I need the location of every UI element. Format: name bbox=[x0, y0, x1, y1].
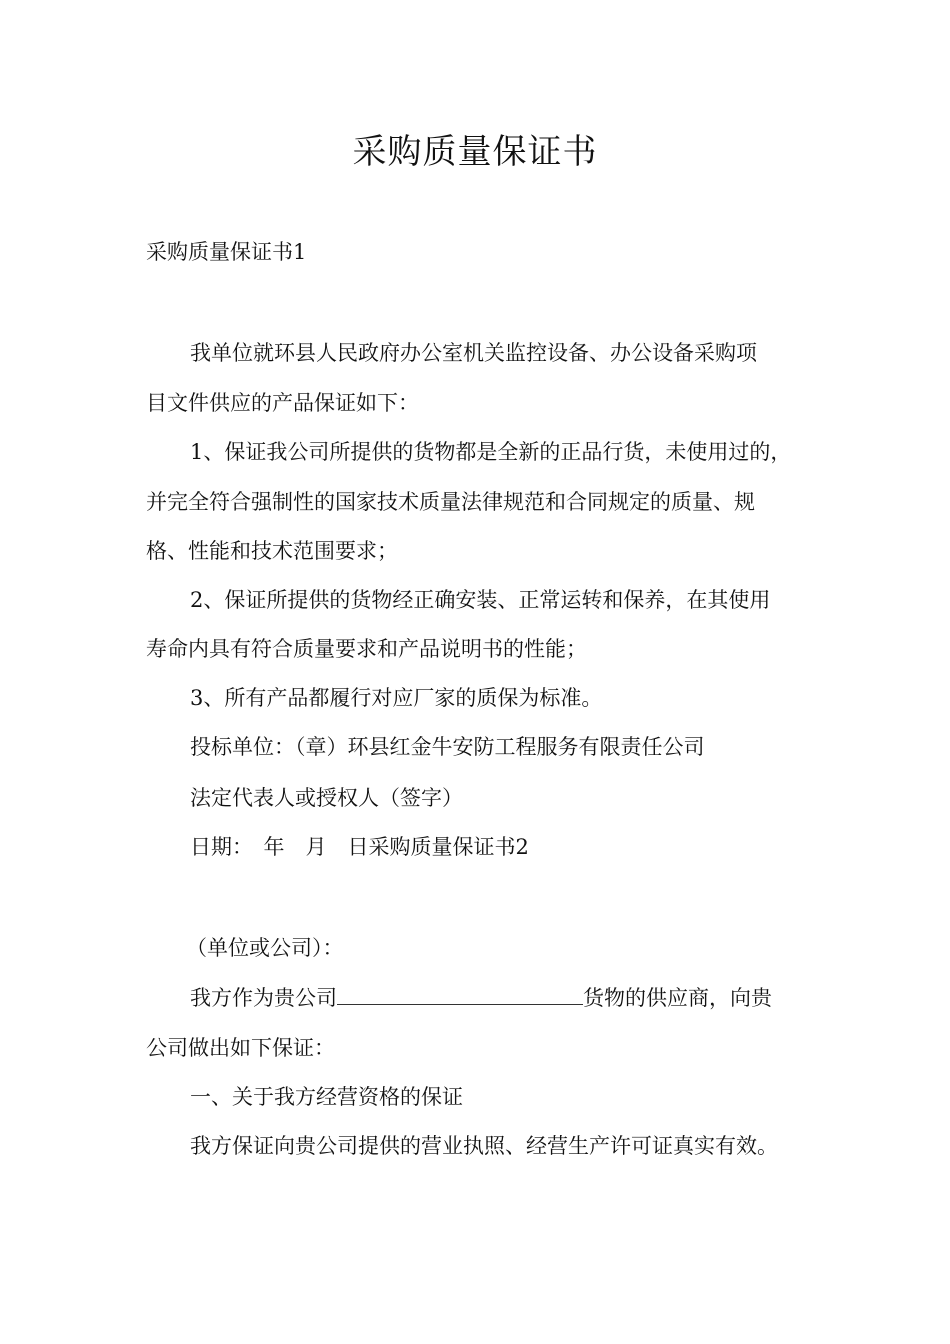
item1-line-3: 格、性能和技术范围要求； bbox=[146, 539, 398, 563]
qualification-paragraph: 我方保证向贵公司提供的营业执照、经营生产许可证真实有效。 bbox=[190, 1134, 778, 1158]
item1-line-1: 1、保证我公司所提供的货物都是全新的正品行货，未使用过的， bbox=[190, 440, 792, 464]
representative-line: 法定代表人或授权人（签字） bbox=[190, 786, 463, 810]
section1-heading: 采购质量保证书1 bbox=[146, 240, 307, 264]
supplier-suffix: 货物的供应商，向贵 bbox=[583, 986, 772, 1010]
item2-line-2: 寿命内具有符合质量要求和产品说明书的性能； bbox=[146, 637, 587, 661]
qualification-heading: 一、关于我方经营资格的保证 bbox=[190, 1085, 463, 1109]
supplier-line-1 bbox=[190, 983, 772, 1013]
item3-line: 3、所有产品都履行对应厂家的质保为标准。 bbox=[190, 686, 603, 710]
supplier-prefix: 我方作为贵公司 bbox=[190, 986, 337, 1010]
intro-line-1: 我单位就环县人民政府办公室机关监控设备、办公设备采购项 bbox=[190, 341, 757, 365]
intro-line-2: 目文件供应的产品保证如下： bbox=[146, 391, 419, 415]
item1-line-2: 并完全符合强制性的国家技术质量法律规范和合同规定的质量、规 bbox=[146, 490, 755, 514]
supplier-line-2: 公司做出如下保证： bbox=[146, 1036, 335, 1060]
recipient-line: （单位或公司）： bbox=[186, 936, 344, 960]
supplier-blank bbox=[337, 984, 583, 1005]
document-title: 采购质量保证书 bbox=[352, 132, 598, 172]
bidder-line: 投标单位：（章）环县红金牛安防工程服务有限责任公司 bbox=[190, 735, 705, 759]
date-line: 日期： 年 月 日采购质量保证书2 bbox=[190, 835, 529, 859]
item2-line-1: 2、保证所提供的货物经正确安装、正常运转和保养，在其使用 bbox=[190, 588, 771, 612]
